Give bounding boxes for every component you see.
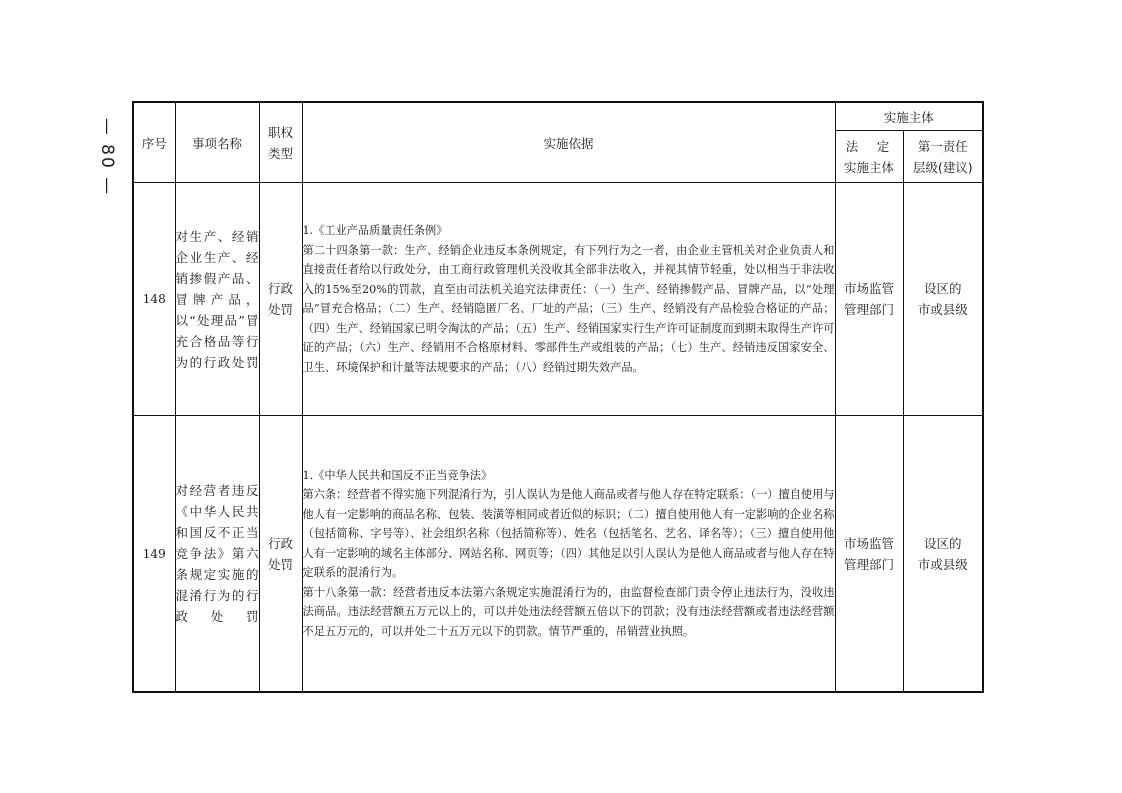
- row-power-type-line1: 行政: [267, 281, 293, 296]
- header-first-resp-line2: 层级(建议): [912, 159, 973, 175]
- header-entity-group: 实施主体: [835, 102, 983, 131]
- header-legal-entity-line2: 实施主体: [843, 159, 894, 175]
- row-legal-entity: [835, 416, 903, 693]
- row-power-type-line2: 处罚: [267, 556, 293, 572]
- basis-paragraph: 第十八条第一款：经营者违反本法第六条规定实施混淆行为的，由监督检查部门责令停止违法行为，没收违法商品。违法经营额五万元以上的，可以并处违法经营额五倍以下的罚款；没有违法经营额或者违法经营额不足五万元的，可以并处二十五万元以下的罚款。情节严重的，吊销营业执照。: [302, 585, 835, 638]
- enforcement-table: [132, 101, 984, 693]
- row-legal-entity: [835, 183, 903, 416]
- row-seq: 148: [133, 183, 175, 416]
- row-basis: [302, 183, 835, 416]
- row-first-responsibility: [903, 183, 983, 416]
- row-level-line2: 市或县级: [917, 556, 968, 572]
- row-level-line1: 设区的: [924, 281, 962, 296]
- basis-paragraph: 第二十四条第一款：生产、经销企业违反本条例规定，有下列行为之一者，由企业主管机关对企业负责人和直接责任者给以行政处分，由工商行政管理机关没收其全部非法收入，并视其情节轻重，处以相当于非法收入的15%至20%的罚款，直至由司法机关追究法律责任：（一）生产、经销掺假产品、冒牌产品，以“处理品”冒充合格品；（二）生产、经销隐匿厂名、厂址的产品；（三）生产、经销没有产品检验合格证的产品；（四）生产、经销国家已明令淘汰的产品；（五）生产、经销国家实行生产许可证制度而到期未取得生产许可证的产品；（六）生产、经销用不合格原材料、零部件生产或组装的产品；（七）生产、经销违反国家安全、卫生、环境保护和计量等法规要求的产品；（八）经销过期失效产品。: [302, 243, 835, 374]
- row-power-type: [259, 416, 302, 693]
- table-row: [133, 416, 983, 693]
- header-seq: 序号: [133, 102, 175, 183]
- row-power-type-line2: 处罚: [267, 302, 293, 317]
- table-row: [133, 183, 983, 416]
- header-item-name: 事项名称: [175, 102, 259, 183]
- row-seq: 149: [133, 416, 175, 693]
- header-basis: 实施依据: [302, 102, 835, 183]
- header-power-type: [259, 102, 302, 183]
- row-power-type-line1: 行政: [267, 535, 293, 551]
- header-power-type-line1: 职权: [267, 124, 293, 140]
- header-power-type-line2: 类型: [267, 145, 293, 161]
- row-level-line1: 设区的: [924, 535, 962, 551]
- page-number-text: — 80 —: [97, 117, 118, 197]
- row-first-responsibility: [903, 416, 983, 693]
- basis-law-title: 1.《工业产品质量责任条例》: [302, 224, 448, 237]
- header-legal-entity: [835, 131, 903, 183]
- row-legal-entity-line1: 市场监管: [843, 281, 894, 296]
- row-legal-entity-line1: 市场监管: [843, 535, 894, 551]
- row-level-line2: 市或县级: [917, 302, 968, 317]
- row-basis: [302, 416, 835, 693]
- row-legal-entity-line2: 管理部门: [843, 556, 894, 572]
- row-item-name: 对经营者违反《中华人民共和国反不正当竞争法》第六条规定实施的混淆行为的行政处罚: [175, 416, 259, 693]
- basis-paragraph: 第六条：经营者不得实施下列混淆行为，引人误认为是他人商品或者与他人存在特定联系：（一）擅自使用与他人有一定影响的商品名称、包装、装潢等相同或者近似的标识；（二）擅自使用他人有一定影响的企业名称（包括简称、字号等）、社会组织名称（包括简称等）、姓名（包括笔名、艺名、译名等）；（三）擅自使用他人有一定影响的域名主体部分、网站名称、网页等；（四）其他足以引人误认为是他人商品或者与他人存在特定联系的混淆行为。: [302, 488, 835, 580]
- page-number: [87, 112, 127, 202]
- header-first-responsibility: [903, 131, 983, 183]
- basis-law-title: 1.《中华人民共和国反不正当竞争法》: [302, 468, 493, 482]
- row-legal-entity-line2: 管理部门: [843, 302, 894, 317]
- row-item-name: 对生产、经销企业生产、经销掺假产品、冒牌产品，以“处理品”冒充合格品等行为的行政处罚: [175, 183, 259, 416]
- header-first-resp-line1: 第一责任: [917, 138, 968, 154]
- header-legal-entity-line1: 法 定: [845, 138, 893, 154]
- row-power-type: [259, 183, 302, 416]
